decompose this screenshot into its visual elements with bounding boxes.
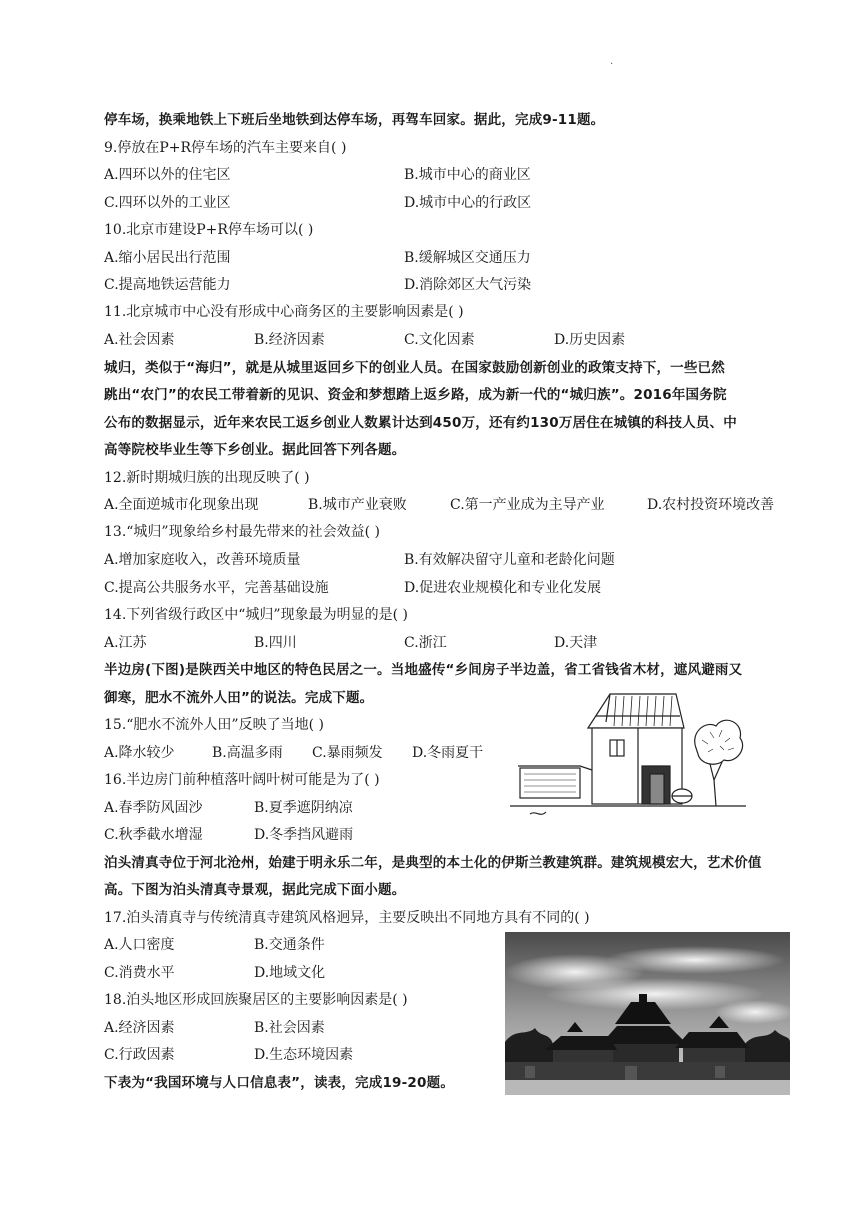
q12-stem: 12.新时期城归族的出现反映了( ) (104, 470, 310, 486)
q12-option-b: B.城市产业衰败 (308, 497, 407, 513)
passage-banbianfang-line-1: 半边房(下图)是陕西关中地区的特色民居之一。当地盛传“乡间房子半边盖，省工省钱省木材，遮风避雨又 (104, 662, 743, 678)
q11-option-b: B.经济因素 (254, 332, 325, 348)
half-side-house-sketch (510, 688, 746, 820)
q12-option-a: A.全面逆城市化现象出现 (104, 497, 259, 513)
header-dot: . (610, 56, 614, 67)
q13-stem: 13.“城归”现象给乡村最先带来的社会效益( ) (104, 524, 380, 540)
passage-chenggui-line-2: 跳出“农门”的农民工带着新的见识、资金和梦想踏上返乡路，成为新一代的“城归族”。2016年国务院 (104, 387, 727, 403)
q10-option-a: A.缩小居民出行范围 (104, 250, 231, 266)
q15-option-b: B.高温多雨 (212, 745, 283, 761)
q18-option-b: B.社会因素 (254, 1020, 325, 1036)
q12-option-d: D.农村投资环境改善 (647, 497, 775, 513)
passage-banbianfang-line-2: 御寒，肥水不流外人田”的说法。完成下题。 (104, 690, 374, 706)
passage-botou-mosque-line-1: 泊头清真寺位于河北沧州，始建于明永乐二年，是典型的本土化的伊斯兰教建筑群。建筑规模宏大，艺术价值 (104, 855, 762, 871)
passage-env-population-table-intro: 下表为“我国环境与人口信息表”，读表，完成19-20题。 (104, 1075, 455, 1091)
q18-stem: 18.泊头地区形成回族聚居区的主要影响因素是( ) (104, 992, 408, 1008)
q14-stem: 14.下列省级行政区中“城归”现象最为明显的是( ) (104, 607, 408, 623)
q15-option-a: A.降水较少 (104, 745, 175, 761)
q18-option-d: D.生态环境因素 (254, 1047, 354, 1063)
q9-option-b: B.城市中心的商业区 (404, 167, 531, 183)
passage-chenggui-line-3: 公布的数据显示，近年来农民工返乡创业人数累计达到450万，还有约130万居住在城镇的科技人员、中 (104, 415, 737, 431)
q10-option-c: C.提高地铁运营能力 (104, 277, 231, 293)
q10-option-b: B.缓解城区交通压力 (404, 250, 531, 266)
q13-option-a: A.增加家庭收入，改善环境质量 (104, 552, 301, 568)
q17-option-d: D.地域文化 (254, 965, 326, 981)
q16-option-b: B.夏季遮阴纳凉 (254, 800, 353, 816)
q15-stem: 15.“肥水不流外人田”反映了当地( ) (104, 717, 324, 733)
q11-option-d: D.历史因素 (554, 332, 626, 348)
q10-stem: 10.北京市建设P+R停车场可以( ) (104, 222, 314, 238)
q18-option-a: A.经济因素 (104, 1020, 175, 1036)
q14-option-a: A.江苏 (104, 635, 147, 651)
passage-parking-tail: 停车场，换乘地铁上下班后坐地铁到达停车场，再驾车回家。据此，完成9-11题。 (104, 112, 605, 128)
q13-option-c: C.提高公共服务水平，完善基础设施 (104, 580, 329, 596)
q15-option-c: C.暴雨频发 (312, 745, 383, 761)
q16-option-a: A.春季防风固沙 (104, 800, 203, 816)
q17-option-b: B.交通条件 (254, 937, 325, 953)
q14-option-b: B.四川 (254, 635, 297, 651)
q14-option-c: C.浙江 (404, 635, 447, 651)
q10-option-d: D.消除郊区大气污染 (404, 277, 532, 293)
passage-chenggui-line-4: 高等院校毕业生等下乡创业。据此回答下列各题。 (104, 442, 406, 458)
q9-option-a: A.四环以外的住宅区 (104, 167, 231, 183)
q9-stem: 9.停放在P+R停车场的汽车主要来自( ) (104, 140, 347, 156)
q14-option-d: D.天津 (554, 635, 598, 651)
q12-option-c: C.第一产业成为主导产业 (450, 497, 605, 513)
q17-option-a: A.人口密度 (104, 937, 175, 953)
q16-stem: 16.半边房门前种植落叶阔叶树可能是为了( ) (104, 772, 380, 788)
q11-option-c: C.文化因素 (404, 332, 475, 348)
q9-option-d: D.城市中心的行政区 (404, 195, 532, 211)
q16-option-d: D.冬季挡风避雨 (254, 827, 354, 843)
q17-stem: 17.泊头清真寺与传统清真寺建筑风格迥异，主要反映出不同地方具有不同的( ) (104, 910, 590, 926)
botou-mosque-photo (505, 932, 790, 1095)
q17-option-c: C.消费水平 (104, 965, 175, 981)
q18-option-c: C.行政因素 (104, 1047, 175, 1063)
q16-option-c: C.秋季截水增湿 (104, 827, 203, 843)
q11-stem: 11.北京城市中心没有形成中心商务区的主要影响因素是( ) (104, 304, 464, 320)
passage-botou-mosque-line-2: 高。下图为泊头清真寺景观，据此完成下面小题。 (104, 882, 406, 898)
q15-option-d: D.冬雨夏干 (412, 745, 484, 761)
q9-option-c: C.四环以外的工业区 (104, 195, 231, 211)
q13-option-b: B.有效解决留守儿童和老龄化问题 (404, 552, 615, 568)
passage-chenggui-line-1: 城归，类似于“海归”，就是从城里返回乡下的创业人员。在国家鼓励创新创业的政策支持下，一些已然 (104, 360, 725, 376)
q13-option-d: D.促进农业规模化和专业化发展 (404, 580, 602, 596)
q11-option-a: A.社会因素 (104, 332, 175, 348)
